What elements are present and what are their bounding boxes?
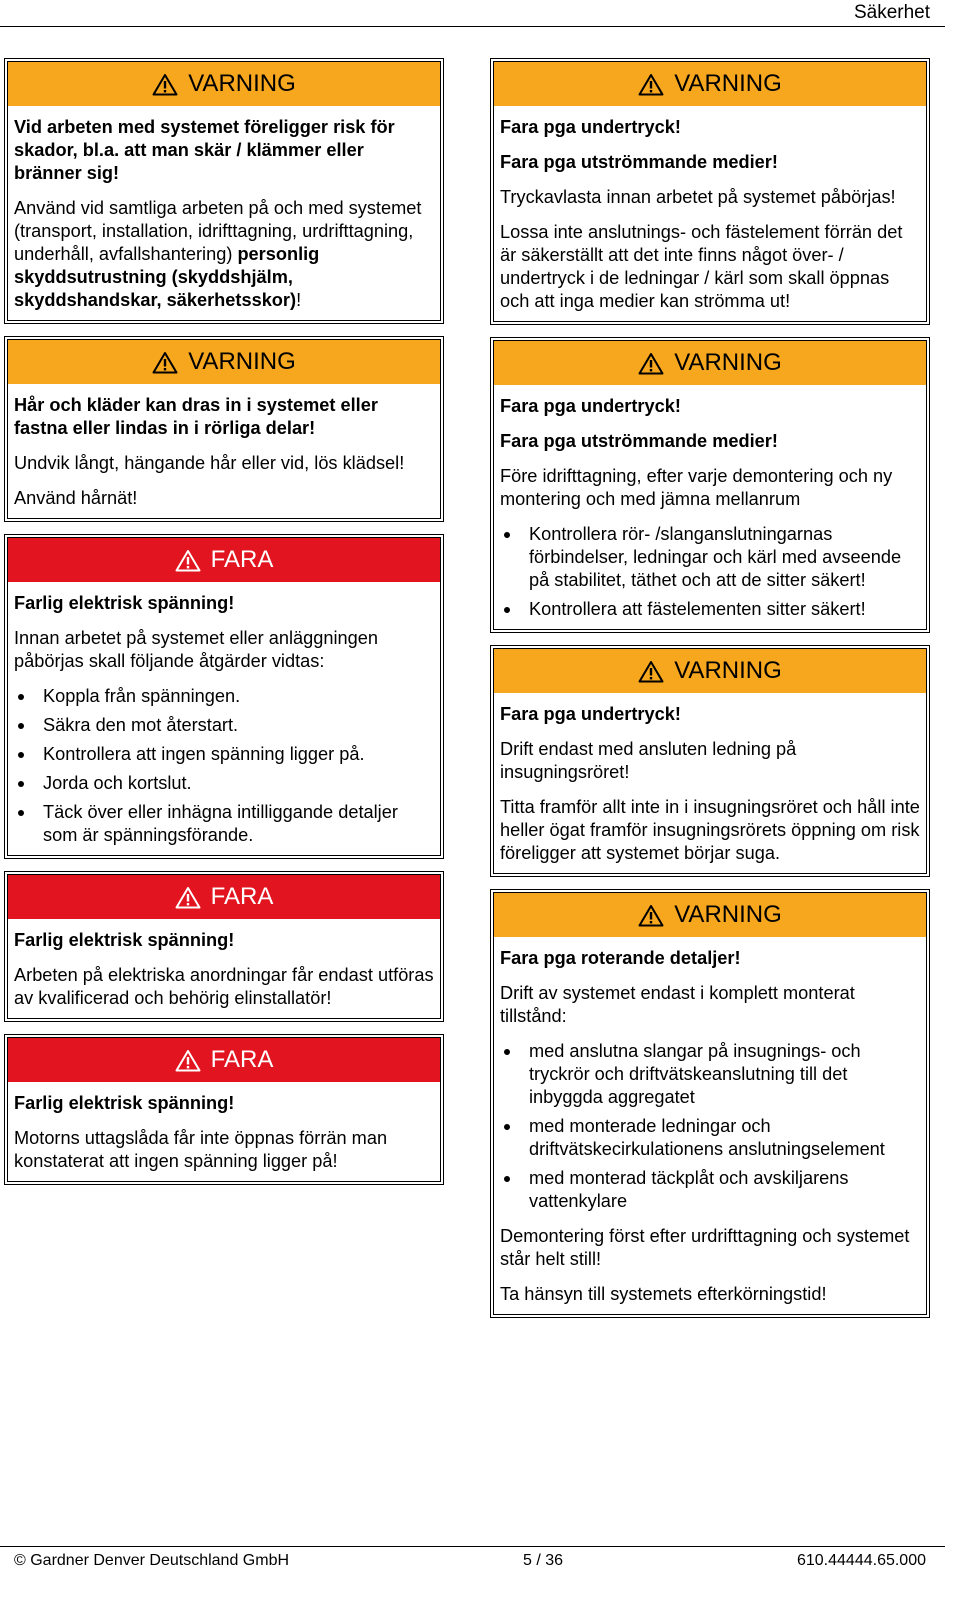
footer-copyright: © Gardner Denver Deutschland GmbH: [14, 1552, 290, 1569]
instruction-text: Använd vid samtliga arbeten på och med systemet (transport, installation, idrifttagning, urdrifttagning, underhåll, avfallshantering) personlig skyddsutrustning (skyddshjälm, skyddshandskar, säkerhetsskor)!: [14, 198, 422, 310]
warning-box-protective-equipment: [4, 58, 444, 324]
warning-label: VARNING: [674, 657, 782, 684]
page-footer: [14, 1552, 926, 1570]
hazard-statement: Fara pga utströmmande medier!: [500, 152, 778, 172]
hazard-statement: Hår och kläder kan dras in i systemet eller fastna eller lindas in i rörliga delar!: [14, 395, 378, 438]
warning-box-pressure-release: [490, 58, 930, 325]
instruction-text: Undvik långt, hängande hår eller vid, lös klädsel!: [14, 453, 405, 473]
warning-box-rotating-parts: [490, 889, 930, 1318]
instruction-text: Före idrifttagning, efter varje demontering och ny montering och med jämna mellanrum: [500, 466, 893, 509]
warning-label: VARNING: [674, 70, 782, 97]
footer-page-number: 5 / 36: [522, 1552, 564, 1569]
warning-box-header: [8, 62, 440, 106]
instruction-text: Titta framför allt inte in i insugningsröret och håll inte heller ögat framför insugningsrörets öppning om risk föreligger att systemet börjar suga.: [500, 797, 920, 863]
warning-triangle-icon: [175, 1049, 201, 1072]
hazard-statement: Fara pga roterande detaljer!: [500, 948, 741, 968]
danger-box-terminal-box: [4, 1034, 444, 1185]
list-item: Kontrollera att fästelementen sitter säkert!: [500, 598, 920, 621]
list-item: med monterad täckplåt och avskiljarens vattenkylare: [500, 1167, 920, 1213]
warning-triangle-icon: [152, 351, 178, 374]
footer-document-number: 610.44444.65.000: [796, 1552, 926, 1569]
instruction-text: Ta hänsyn till systemets efterkörningstid!: [500, 1284, 827, 1304]
bullet-list: [500, 523, 920, 621]
list-item: med monterade ledningar och driftvätskecirkulationens anslutningselement: [500, 1115, 920, 1161]
warning-box-body: [494, 937, 926, 1314]
danger-box-header: [8, 1038, 440, 1082]
hazard-statement: Fara pga undertryck!: [500, 396, 681, 416]
warning-label: VARNING: [188, 348, 296, 375]
header-divider: [0, 26, 945, 27]
warning-box-connection-checks: [490, 337, 930, 633]
warning-box-header: [8, 340, 440, 384]
warning-box-header: [494, 893, 926, 937]
instruction-text: Tryckavlasta innan arbetet på systemet påbörjas!: [500, 187, 896, 207]
instruction-text: Demontering först efter urdrifttagning och systemet står helt still!: [500, 1226, 910, 1269]
warning-box-body: [494, 106, 926, 321]
instruction-text: Drift endast med ansluten ledning på insugningsröret!: [500, 739, 797, 782]
warning-box-body: [8, 106, 440, 320]
list-item: Jorda och kortslut.: [14, 772, 434, 795]
instruction-text: Lossa inte anslutnings- och fästelement förrän det är säkerställt att det inte finns något över- / undertryck i de ledningar / kärl som skall öppnas och att inga medier kan strömma ut!: [500, 222, 903, 311]
list-item: Kontrollera att ingen spänning ligger på.: [14, 743, 434, 766]
warning-label: VARNING: [674, 901, 782, 928]
danger-box-body: [8, 919, 440, 1018]
list-item: Kontrollera rör- /slanganslutningarnas förbindelser, ledningar och kärl med avseende på stabilitet, täthet och att de sitter säkert!: [500, 523, 920, 592]
danger-box-header: [8, 538, 440, 582]
warning-triangle-icon: [638, 352, 664, 375]
danger-box-electrician: [4, 871, 444, 1022]
warning-box-header: [494, 341, 926, 385]
warning-triangle-icon: [638, 660, 664, 683]
warning-triangle-icon: [175, 886, 201, 909]
warning-triangle-icon: [152, 73, 178, 96]
list-item: Säkra den mot återstart.: [14, 714, 434, 737]
warning-triangle-icon: [175, 549, 201, 572]
warning-box-hair-clothing: [4, 336, 444, 522]
hazard-statement: Farlig elektrisk spänning!: [14, 1093, 235, 1113]
instruction-text: Använd hårnät!: [14, 488, 138, 508]
list-item: med anslutna slangar på insugnings- och tryckrör och driftvätskeanslutning till det inbyggda aggregatet: [500, 1040, 920, 1109]
hazard-statement: Vid arbeten med systemet föreligger risk för skador, bl.a. att man skär / klämmer eller bränner sig!: [14, 117, 395, 183]
list-item: Täck över eller inhägna intilliggande detaljer som är spänningsförande.: [14, 801, 434, 847]
danger-box-body: [8, 1082, 440, 1181]
danger-box-body: [8, 582, 440, 855]
hazard-statement: Fara pga utströmmande medier!: [500, 431, 778, 451]
bullet-list: [14, 685, 434, 847]
hazard-statement: Fara pga undertryck!: [500, 117, 681, 137]
danger-box-voltage-measures: [4, 534, 444, 859]
warning-box-header: [494, 62, 926, 106]
warning-box-body: [494, 693, 926, 873]
warning-box-suction-pipe: [490, 645, 930, 877]
hazard-statement: Farlig elektrisk spänning!: [14, 930, 235, 950]
danger-label: FARA: [210, 546, 274, 573]
danger-box-header: [8, 875, 440, 919]
right-column: [490, 58, 930, 1330]
warning-label: VARNING: [188, 70, 296, 97]
list-item: Koppla från spänningen.: [14, 685, 434, 708]
warning-box-body: [494, 385, 926, 629]
instruction-text: Drift av systemet endast i komplett monterat tillstånd:: [500, 983, 855, 1026]
danger-label: FARA: [210, 1046, 274, 1073]
warning-label: VARNING: [674, 349, 782, 376]
instruction-text: Innan arbetet på systemet eller anläggningen påbörjas skall följande åtgärder vidtas:: [14, 628, 378, 671]
hazard-statement: Farlig elektrisk spänning!: [14, 593, 235, 613]
footer-divider: [0, 1546, 945, 1547]
bullet-list: [500, 1040, 920, 1213]
left-column: [4, 58, 444, 1197]
warning-triangle-icon: [638, 904, 664, 927]
instruction-text: Motorns uttagslåda får inte öppnas förrän man konstaterat att ingen spänning ligger på!: [14, 1128, 388, 1171]
hazard-statement: Fara pga undertryck!: [500, 704, 681, 724]
section-title: Säkerhet: [853, 2, 930, 23]
danger-label: FARA: [210, 883, 274, 910]
warning-triangle-icon: [638, 73, 664, 96]
instruction-text: Arbeten på elektriska anordningar får endast utföras av kvalificerad och behörig elinstallatör!: [14, 965, 434, 1008]
warning-box-body: [8, 384, 440, 518]
warning-box-header: [494, 649, 926, 693]
